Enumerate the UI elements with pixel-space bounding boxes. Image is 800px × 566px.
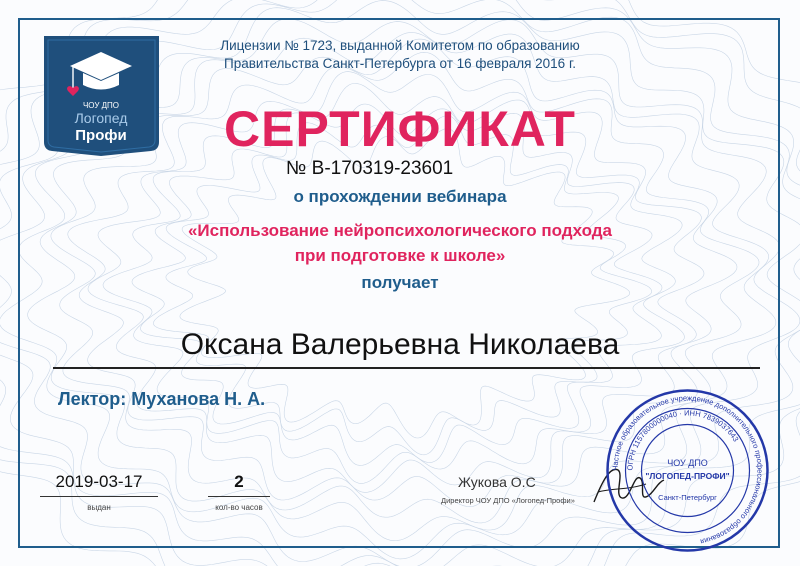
webinar-title xyxy=(100,218,700,268)
logo-brand-line1: Логопед xyxy=(74,110,128,126)
logo-org-small: ЧОУ ДПО xyxy=(82,101,120,110)
signer-name: Жукова О.С xyxy=(458,474,536,490)
stamp-center-line-2: "ЛОГОПЕД-ПРОФИ" xyxy=(645,471,730,481)
stamp-center-line-1: ЧОУ ДПО xyxy=(667,458,708,468)
organization-stamp xyxy=(605,388,770,553)
certificate-about: о прохождении вебинара xyxy=(293,187,507,206)
issue-date-underline xyxy=(40,496,158,497)
hours-count: 2 xyxy=(234,472,244,491)
certificate-number: № В-170319-23601 xyxy=(286,158,454,179)
stamp-inner-ring-text: ОГРН 1157800000040 · ИНН 7839037643 xyxy=(625,408,741,471)
hours-caption: кол-во часов xyxy=(215,503,263,512)
webinar-title-line-2: при подготовке к школе» xyxy=(294,246,506,265)
license-line-2: Правительства Санкт-Петербурга от 16 февраля 2016 г. xyxy=(224,56,576,71)
stamp-city: Санкт-Петербург xyxy=(658,493,717,502)
license-line-1: Лицензии № 1723, выданной Комитетом по образованию xyxy=(220,38,580,53)
hours-underline xyxy=(208,496,270,497)
issue-date: 2019-03-17 xyxy=(55,472,143,491)
recipient-underline xyxy=(53,367,760,369)
receives-label: получает xyxy=(361,273,439,292)
webinar-title-line-1: «Использование нейропсихологического подхода xyxy=(187,221,613,240)
issue-date-caption: выдан xyxy=(87,503,111,512)
logo-brand-line2: Профи xyxy=(75,127,127,144)
certificate-title: СЕРТИФИКАТ xyxy=(224,101,576,157)
signer-caption: Директор ЧОУ ДПО «Логопед-Профи» xyxy=(441,496,575,505)
stamp-outer-ring-text: Частное образовательное учреждение дополнительного профессионального образования xyxy=(610,393,765,547)
license-info xyxy=(175,37,625,73)
lecturer-name: Лектор: Муханова Н. А. xyxy=(58,389,266,409)
recipient-name: Оксана Валерьевна Николаева xyxy=(180,328,620,361)
